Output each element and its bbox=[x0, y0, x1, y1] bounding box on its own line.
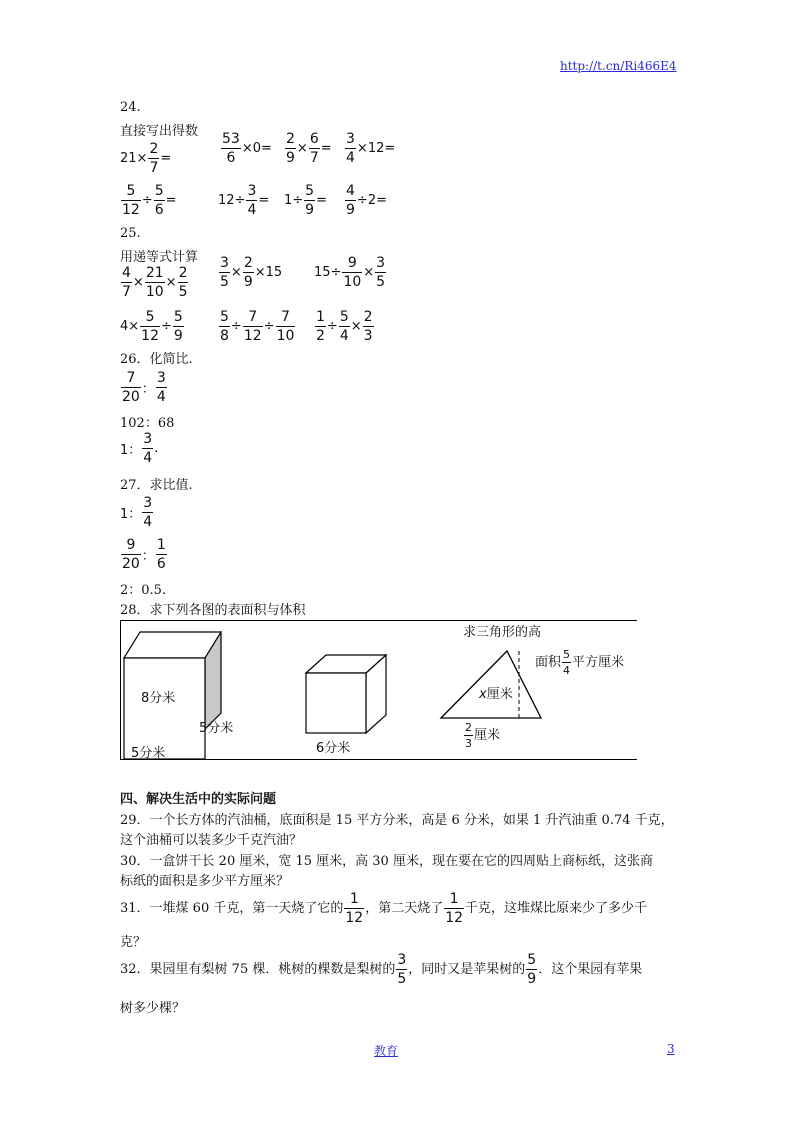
q24-expr-6 bbox=[218, 184, 269, 217]
height-variable: x bbox=[479, 687, 487, 702]
fraction: $\frac{5}{9}$ bbox=[173, 309, 183, 344]
q24-e6-pre: 12÷ bbox=[218, 193, 246, 208]
q26-ratio-1 bbox=[120, 371, 168, 404]
q24-expr-3 bbox=[284, 132, 332, 165]
q24-e8-post: ÷2= bbox=[356, 193, 387, 208]
op: 1： bbox=[120, 507, 142, 522]
q32-text-b: ，同时又是苹果树的 bbox=[408, 962, 526, 977]
q28-title: 28．求下列各图的表面积与体积 bbox=[120, 603, 306, 618]
cube-front-face bbox=[306, 673, 366, 733]
fraction: $\frac{4}{9}$ bbox=[346, 183, 355, 218]
q32-line-2: 树多少棵？ bbox=[120, 1001, 186, 1016]
footer-link[interactable]: 教育 bbox=[374, 1044, 399, 1058]
q25-expr-6 bbox=[314, 310, 375, 343]
op: 15÷ bbox=[314, 265, 342, 280]
q32-line-1 bbox=[120, 953, 642, 986]
q24-e1-pre: 21× bbox=[120, 151, 148, 166]
q25-title: 用递等式计算 bbox=[120, 250, 199, 265]
op: × bbox=[132, 275, 144, 290]
fraction: $\frac{9}{10}$ bbox=[343, 255, 362, 290]
op: . bbox=[154, 441, 159, 456]
q24-e2-post: ×0= bbox=[241, 141, 272, 156]
q24-e7-post: = bbox=[316, 193, 327, 208]
fraction: $\frac{1}{12}$ bbox=[445, 891, 464, 926]
ratio-sep: ： bbox=[141, 382, 155, 397]
fraction: $\frac{3}{4}$ bbox=[247, 183, 257, 218]
q31-text-a: 31．一堆煤 60 千克，第一天烧了它的 bbox=[120, 901, 344, 916]
fraction: $\frac{5}{9}$ bbox=[305, 183, 315, 218]
fraction: $\frac{2}{5}$ bbox=[178, 265, 188, 300]
q29-line-2: 这个油桶可以装多少千克汽油？ bbox=[120, 833, 303, 848]
op: ÷ bbox=[161, 319, 172, 334]
fraction: $\frac{6}{7}$ bbox=[309, 131, 319, 166]
q26-ratio-3 bbox=[120, 432, 158, 465]
q24-expr-1 bbox=[120, 142, 171, 175]
op: × bbox=[363, 265, 375, 280]
q31-text-c: 千克，这堆煤比原来少了多少千 bbox=[465, 901, 648, 916]
q24-expr-7 bbox=[284, 184, 327, 217]
fraction: $\frac{5}{9}$ bbox=[527, 952, 537, 987]
q25-expr-2 bbox=[218, 256, 282, 289]
fraction: $\frac{7}{10}$ bbox=[276, 309, 295, 344]
fraction: $\frac{7}{20}$ bbox=[122, 370, 140, 405]
q24-number: 24. bbox=[120, 100, 141, 115]
fraction: $\frac{2}{9}$ bbox=[243, 255, 253, 290]
q24-e3-op: × bbox=[296, 141, 308, 156]
fraction: $\frac{5}{12}$ bbox=[122, 183, 140, 218]
q25-number: 25. bbox=[120, 226, 141, 241]
op: ÷ bbox=[230, 319, 242, 334]
cuboid-height-label: 8分米 bbox=[141, 691, 176, 706]
area-unit: 平方厘米 bbox=[572, 655, 625, 670]
cuboid-width-label: 5分米 bbox=[131, 746, 166, 761]
section4-heading: 四、解决生活中的实际问题 bbox=[120, 792, 277, 807]
triangle-base-label bbox=[463, 722, 500, 749]
q26-ratio-2: 102：68 bbox=[120, 416, 175, 431]
triangle-area-label bbox=[535, 649, 624, 676]
fraction: $\frac{5}{12}$ bbox=[141, 309, 159, 344]
fraction: $\frac{4}{7}$ bbox=[122, 265, 131, 300]
q27-ratio-3: 2：0.5. bbox=[120, 583, 167, 598]
fraction: $\frac{7}{12}$ bbox=[243, 309, 262, 344]
figure-drawing bbox=[121, 621, 637, 759]
q24-e3-post: = bbox=[320, 141, 332, 156]
op: 4× bbox=[120, 319, 140, 334]
q32-text-c: ．这个果园有苹果 bbox=[538, 962, 643, 977]
q25-expr-4 bbox=[120, 310, 185, 343]
q25-expr-1 bbox=[120, 266, 189, 299]
fraction: $\frac{1}{12}$ bbox=[345, 891, 364, 926]
q27-ratio-2 bbox=[120, 538, 168, 571]
q32-text-a: 32．果园里有梨树 75 棵．桃树的棵数是梨树的 bbox=[120, 962, 396, 977]
cube-edge-label: 6分米 bbox=[316, 741, 351, 756]
q25-expr-3 bbox=[314, 256, 387, 289]
op: ×15 bbox=[254, 265, 283, 280]
q24-e7-pre: 1÷ bbox=[284, 193, 304, 208]
op: × bbox=[230, 265, 242, 280]
q24-e1-post: = bbox=[160, 151, 172, 166]
q31-text-b: ，第二天烧了 bbox=[365, 901, 444, 916]
page-number: 3 bbox=[667, 1042, 675, 1056]
ratio-sep: ： bbox=[141, 549, 155, 564]
fraction: $\frac{53}{6}$ bbox=[222, 131, 240, 166]
q24-expr-4 bbox=[344, 132, 395, 165]
fraction: $\frac{1}{6}$ bbox=[156, 537, 166, 572]
fraction: $\frac{2}{3}$ bbox=[465, 721, 472, 750]
q30-line-2: 标纸的面积是多少平方厘米？ bbox=[120, 874, 290, 889]
fraction: $\frac{3}{4}$ bbox=[156, 370, 166, 405]
fraction: $\frac{2}{3}$ bbox=[363, 309, 373, 344]
op: × bbox=[165, 275, 177, 290]
op: ÷ bbox=[326, 319, 338, 334]
fraction: $\frac{2}{7}$ bbox=[149, 141, 159, 176]
q26-title: 26．化简比. bbox=[120, 352, 193, 367]
fraction: $\frac{3}{4}$ bbox=[143, 495, 153, 530]
q29-line-1: 29．一个长方体的汽油桶，底面积是 15 平方分米，高是 6 分米，如果 1 升汽油重 0.74 千克， bbox=[120, 813, 674, 828]
q24-e5-post: = bbox=[165, 193, 177, 208]
q24-expr-2 bbox=[220, 132, 272, 165]
q31-line-2: 克？ bbox=[120, 935, 147, 950]
q30-line-1: 30．一盒饼干长 20 厘米，宽 15 厘米，高 30 厘米，现在要在它的四周贴上商标纸，这张商 bbox=[120, 854, 653, 869]
fraction: $\frac{9}{20}$ bbox=[122, 537, 140, 572]
fraction: $\frac{3}{5}$ bbox=[220, 255, 229, 290]
q24-e5-op: ÷ bbox=[141, 193, 153, 208]
fraction: $\frac{3}{5}$ bbox=[397, 952, 407, 987]
fraction: $\frac{2}{9}$ bbox=[286, 131, 295, 166]
q24-e4-post: ×12= bbox=[356, 141, 396, 156]
header-url-link[interactable]: http://t.cn/Ri466E4 bbox=[560, 59, 677, 73]
cuboid-depth-label: 5分米 bbox=[199, 721, 234, 736]
op: × bbox=[350, 319, 362, 334]
q31-line-1 bbox=[120, 892, 647, 925]
fraction: $\frac{1}{2}$ bbox=[316, 309, 325, 344]
q24-title: 直接写出得数 bbox=[120, 124, 199, 139]
fraction: $\frac{3}{4}$ bbox=[346, 131, 355, 166]
triangle-task-title: 求三角形的高 bbox=[463, 625, 542, 640]
fraction: $\frac{5}{4}$ bbox=[563, 648, 571, 677]
q25-expr-5 bbox=[218, 310, 296, 343]
fraction: $\frac{21}{10}$ bbox=[145, 265, 164, 300]
height-unit: 厘米 bbox=[486, 687, 513, 702]
fraction: $\frac{3}{5}$ bbox=[376, 255, 386, 290]
q24-expr-5 bbox=[120, 184, 177, 217]
q24-expr-8 bbox=[344, 184, 387, 217]
figure-box bbox=[120, 620, 637, 760]
fraction: $\frac{5}{8}$ bbox=[220, 309, 229, 344]
fraction: $\frac{5}{4}$ bbox=[339, 309, 349, 344]
q24-e6-post: = bbox=[258, 193, 270, 208]
q27-title: 27．求比值. bbox=[120, 478, 193, 493]
fraction: $\frac{5}{6}$ bbox=[154, 183, 164, 218]
q27-ratio-1 bbox=[120, 496, 154, 529]
triangle-height-label bbox=[479, 683, 513, 702]
op: ÷ bbox=[263, 319, 275, 334]
base-unit: 厘米 bbox=[474, 728, 501, 743]
fraction: $\frac{3}{4}$ bbox=[143, 431, 153, 466]
op: 1： bbox=[120, 443, 142, 458]
cuboid-top-face bbox=[124, 632, 221, 658]
area-prefix: 面积 bbox=[535, 655, 562, 670]
